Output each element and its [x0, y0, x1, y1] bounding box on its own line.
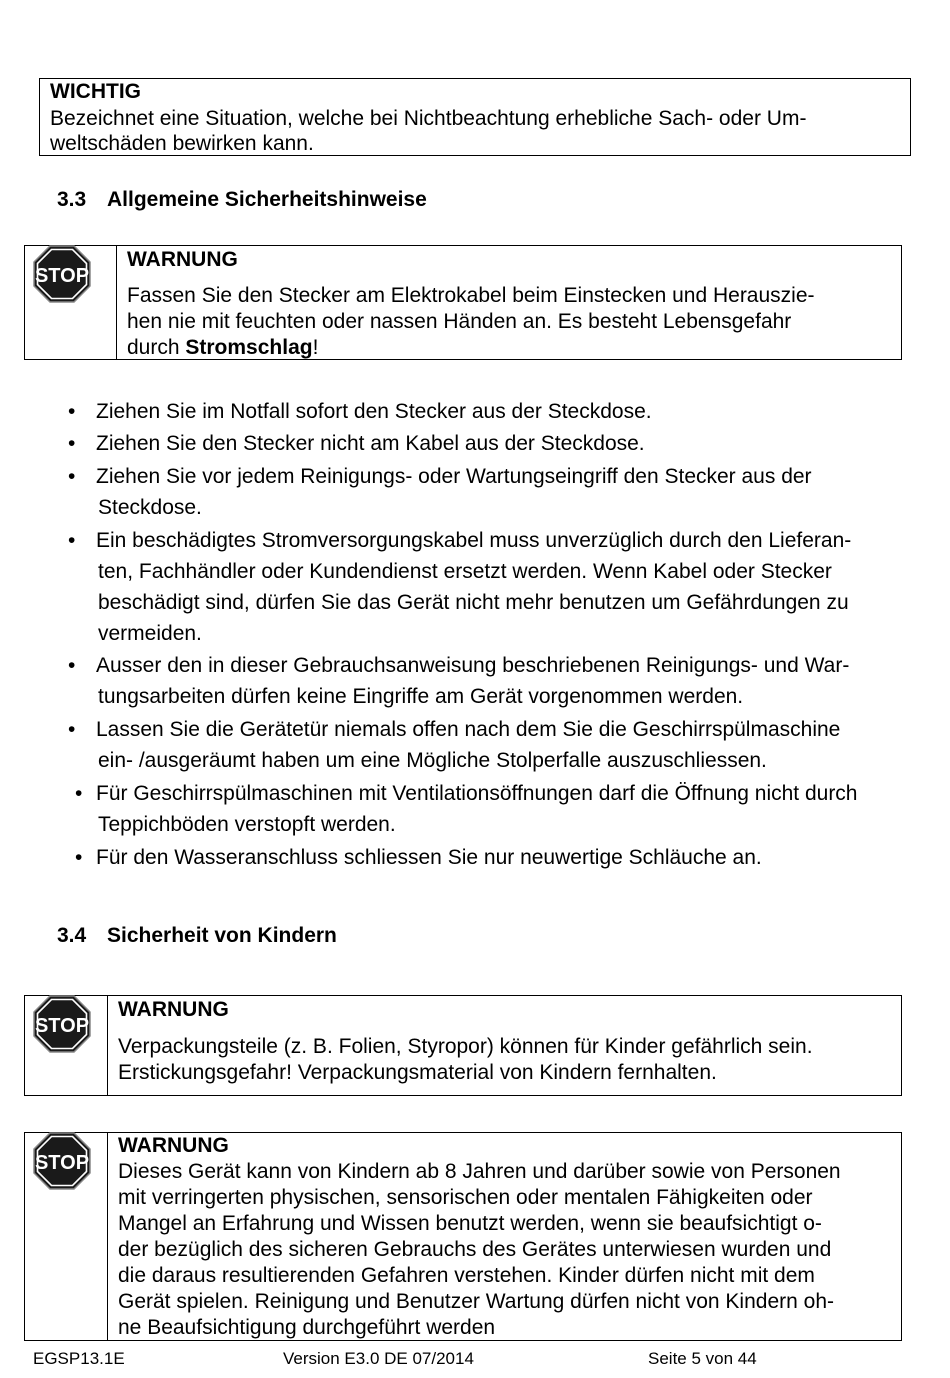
bullet-item-text: tungsarbeiten dürfen keine Eingriffe am Gerät vorgenommen werden.	[98, 685, 744, 708]
bullet-item-text: Teppichböden verstopft werden.	[98, 813, 396, 836]
footer-model: EGSP13.1E	[33, 1349, 125, 1368]
warning-title: WARNUNG	[127, 248, 238, 271]
warning-text-line: die daraus resultierenden Gefahren verstehen. Kinder dürfen nicht mit dem	[118, 1264, 815, 1287]
bullet-marker: •	[68, 400, 76, 423]
section-heading-3-4	[57, 923, 337, 949]
bullet-marker: •	[68, 529, 76, 552]
warning-text-line: hen nie mit feuchten oder nassen Händen an. Es besteht Lebensgefahr	[127, 310, 792, 333]
bullet-item-text: Ziehen Sie den Stecker nicht am Kabel aus der Steckdose.	[96, 432, 645, 455]
stop-sign-icon	[32, 244, 92, 304]
warning-text-line: Dieses Gerät kann von Kindern ab 8 Jahren und darüber sowie von Personen	[118, 1160, 841, 1183]
warning-text-line-last	[127, 335, 318, 361]
warning-text-bold: Stromschlag	[185, 336, 313, 359]
warning-text-prefix: durch	[127, 336, 186, 359]
section-number: 3.4	[57, 924, 87, 947]
warning-text-line: ne Beaufsichtigung durchgeführt werden	[118, 1316, 496, 1339]
warning-text-suffix: !	[312, 336, 319, 359]
warning-title: WARNUNG	[118, 998, 229, 1021]
bullet-item-text: Ausser den in dieser Gebrauchsanweisung beschriebenen Reinigungs- und War-	[96, 654, 850, 677]
stop-sign-icon	[32, 1131, 92, 1191]
warning-box-divider	[107, 995, 108, 1096]
bullet-item-text: Ziehen Sie vor jedem Reinigungs- oder Wartungseingriff den Stecker aus der	[96, 465, 812, 488]
bullet-marker: •	[68, 654, 76, 677]
section-number: 3.3	[57, 188, 87, 211]
stop-sign-icon	[32, 994, 92, 1054]
section-heading-3-3	[57, 187, 427, 213]
important-notice-text-line: Bezeichnet eine Situation, welche bei Nichtbeachtung erhebliche Sach- oder Um-	[50, 107, 807, 130]
warning-box-divider	[116, 245, 117, 360]
section-title: Allgemeine Sicherheitshinweise	[107, 188, 427, 211]
warning-text-line: Erstickungsgefahr! Verpackungsmaterial von Kindern fernhalten.	[118, 1061, 717, 1084]
section-title: Sicherheit von Kindern	[107, 924, 337, 947]
warning-text-line: Verpackungsteile (z. B. Folien, Styropor) können für Kinder gefährlich sein.	[118, 1035, 813, 1058]
warning-title: WARNUNG	[118, 1134, 229, 1157]
bullet-item-text: vermeiden.	[98, 622, 202, 645]
bullet-marker: •	[68, 432, 76, 455]
warning-box-divider	[107, 1132, 108, 1341]
bullet-marker: •	[68, 465, 76, 488]
stop-sign-label: STOP	[34, 1152, 90, 1174]
stop-sign-label: STOP	[34, 265, 90, 287]
warning-text-line: mit verringerten physischen, sensorischen oder mentalen Fähigkeiten oder	[118, 1186, 813, 1209]
warning-text-line: Fassen Sie den Stecker am Elektrokabel beim Einstecken und Herauszie-	[127, 284, 815, 307]
warning-text-line: Gerät spielen. Reinigung und Benutzer Wartung dürfen nicht von Kindern oh-	[118, 1290, 834, 1313]
stop-sign-label: STOP	[34, 1015, 90, 1037]
bullet-marker: •	[68, 718, 76, 741]
important-notice-title: WICHTIG	[50, 80, 141, 103]
warning-text-line: Mangel an Erfahrung und Wissen benutzt werden, wenn sie beaufsichtigt o-	[118, 1212, 822, 1235]
bullet-item-text: beschädigt sind, dürfen Sie das Gerät nicht mehr benutzen um Gefährdungen zu	[98, 591, 849, 614]
important-notice-text-line: weltschäden bewirken kann.	[50, 132, 314, 155]
bullet-item-text: ten, Fachhändler oder Kundendienst ersetzt werden. Wenn Kabel oder Stecker	[98, 560, 832, 583]
bullet-item-text: Lassen Sie die Gerätetür niemals offen nach dem Sie die Geschirrspülmaschine	[96, 718, 841, 741]
bullet-item-text: ein- /ausgeräumt haben um eine Mögliche Stolperfalle auszuschliessen.	[98, 749, 767, 772]
bullet-item-text: Für den Wasseranschluss schliessen Sie nur neuwertige Schläuche an.	[96, 846, 762, 869]
warning-text-line: der bezüglich des sicheren Gebrauchs des Gerätes unterwiesen wurden und	[118, 1238, 832, 1261]
bullet-marker: •	[75, 782, 83, 805]
footer-version: Version E3.0 DE 07/2014	[283, 1349, 474, 1368]
footer-page-number: Seite 5 von 44	[648, 1349, 757, 1368]
bullet-item-text: Ziehen Sie im Notfall sofort den Stecker aus der Steckdose.	[96, 400, 652, 423]
bullet-item-text: Für Geschirrspülmaschinen mit Ventilationsöffnungen darf die Öffnung nicht durch	[96, 782, 858, 805]
bullet-item-text: Steckdose.	[98, 496, 202, 519]
bullet-marker: •	[75, 846, 83, 869]
bullet-item-text: Ein beschädigtes Stromversorgungskabel muss unverzüglich durch den Lieferan-	[96, 529, 852, 552]
